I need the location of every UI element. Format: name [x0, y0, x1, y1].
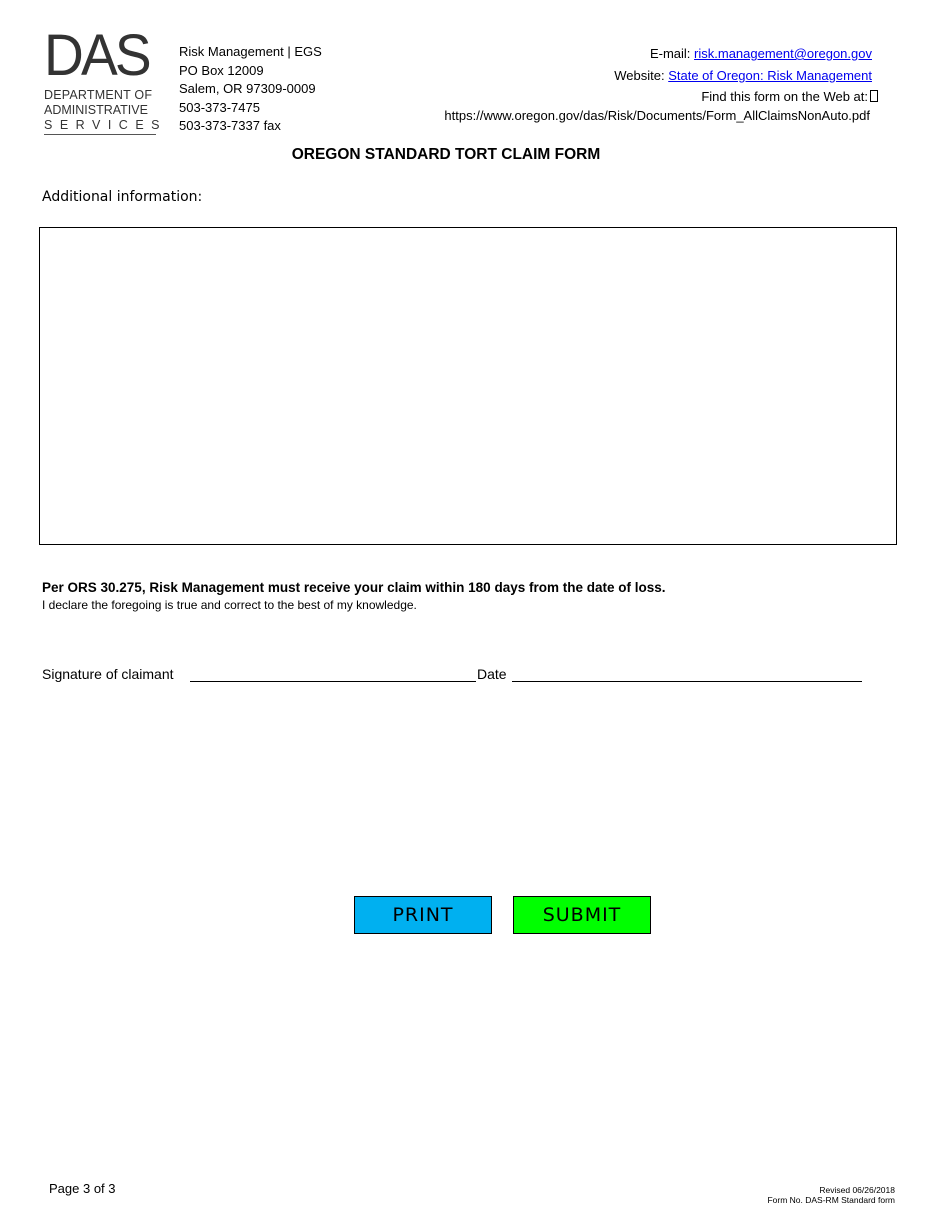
revision-info: [767, 1185, 895, 1205]
mailing-address: [179, 43, 322, 136]
find-form-label: Find this form on the Web at:: [701, 89, 878, 104]
signature-label: Signature of claimant: [42, 666, 174, 682]
logo-department-text: DEPARTMENT OF: [44, 88, 153, 102]
website-row: [614, 65, 872, 87]
declaration-text: I declare the foregoing is true and correct to the best of my knowledge.: [42, 598, 417, 612]
revised-date: Revised 06/26/2018: [819, 1185, 895, 1195]
city-state-zip: Salem, OR 97309-0009: [179, 81, 316, 96]
phone-number: 503-373-7475: [179, 99, 260, 115]
submit-button[interactable]: SUBMIT: [513, 896, 651, 934]
logo-administrative-text: ADMINISTRATIVE: [44, 103, 148, 117]
ors-notice: Per ORS 30.275, Risk Management must receive your claim within 180 days from the date of loss.: [42, 580, 666, 595]
date-field[interactable]: [512, 681, 862, 682]
logo-underline: [44, 134, 156, 135]
form-title: OREGON STANDARD TORT CLAIM FORM: [291, 146, 601, 163]
date-label: Date: [477, 666, 507, 682]
print-button[interactable]: PRINT: [354, 896, 492, 934]
email-row: [614, 43, 872, 65]
website-link[interactable]: State of Oregon: Risk Management: [668, 68, 872, 83]
logo-services-text: SERVICES: [44, 118, 167, 132]
office-name: Risk Management | EGS: [179, 44, 322, 59]
signature-field[interactable]: [190, 681, 476, 682]
placeholder-glyph-icon: [870, 90, 878, 102]
website-label: Website:: [614, 68, 669, 83]
email-link[interactable]: risk.management@oregon.gov: [694, 46, 872, 61]
contact-info: [614, 43, 872, 87]
po-box: PO Box 12009: [179, 62, 264, 78]
fax-number: 503-373-7337 fax: [179, 118, 281, 133]
additional-info-label: Additional information:: [42, 189, 203, 205]
additional-info-field[interactable]: [39, 227, 897, 545]
das-logo: DAS: [44, 23, 149, 88]
page-number: Page 3 of 3: [49, 1181, 116, 1196]
form-number: Form No. DAS-RM Standard form: [767, 1195, 895, 1205]
email-label: E-mail:: [649, 46, 695, 61]
form-url: https://www.oregon.gov/das/Risk/Documents/Form_AllClaimsNonAuto.pdf: [444, 108, 870, 123]
